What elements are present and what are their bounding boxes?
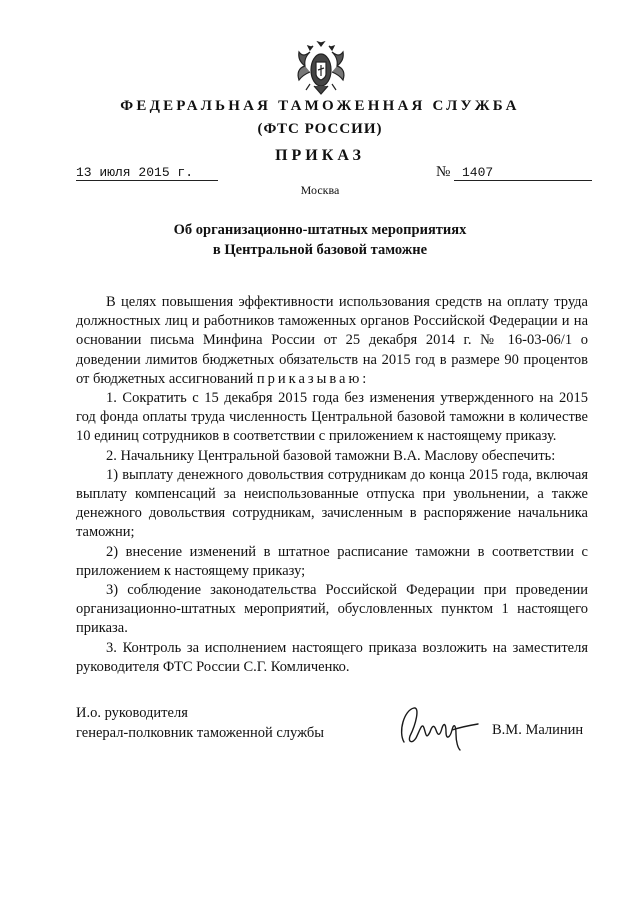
order-date: 13 июля 2015 г. bbox=[76, 166, 218, 181]
item-2-1: 1) выплату денежного довольствия сотрудникам до конца 2015 года, включая выплату компенсаций за неиспользованные отпуска при увольнении, а также денежного довольствия сотрудникам, зачисленным в распоряжение начальника таможни; bbox=[76, 466, 588, 541]
item-3: 3. Контроль за исполнением настоящего приказа возложить на заместителя руководителя ФТС России С.Г. Комличенко. bbox=[76, 639, 588, 675]
subject-line-2: в Центральной базовой таможне bbox=[212, 242, 428, 258]
signatory-position-line-1: И.о. руководителя bbox=[76, 705, 188, 721]
document-type-title: ПРИКАЗ bbox=[275, 147, 365, 164]
item-2: 2. Начальнику Центральной базовой таможни В.А. Маслову обеспечить: bbox=[106, 447, 556, 464]
signatory-position-line-2: генерал-полковник таможенной службы bbox=[76, 725, 325, 741]
order-subject bbox=[0, 220, 640, 260]
order-word: приказываю: bbox=[256, 370, 370, 387]
issue-city: Москва bbox=[300, 183, 340, 197]
signatory-position bbox=[76, 703, 324, 743]
signatory-name: В.М. Малинин bbox=[492, 722, 584, 738]
agency-name: ФЕДЕРАЛЬНАЯ ТАМОЖЕННАЯ СЛУЖБА bbox=[120, 98, 520, 114]
subject-line-1: Об организационно-штатных мероприятиях bbox=[173, 222, 467, 238]
order-body bbox=[76, 293, 588, 677]
item-2-2: 2) внесение изменений в штатное расписание таможни в соответствии с приложением к настоящему приказу; bbox=[76, 543, 588, 579]
order-number: 1407 bbox=[454, 166, 592, 181]
preamble-paragraph bbox=[76, 293, 588, 389]
handwritten-signature bbox=[396, 702, 486, 752]
agency-short-name: (ФТС РОССИИ) bbox=[257, 121, 383, 137]
preamble-text: В целях повышения эффективности использования средств на оплату труда должностных лиц и работников таможенных органов Российской Федерации и на основании письма Минфина России от 25 декабря 2014 г. № 16-03-06/1 о доведении лимитов бюджетных обязательств на 2015 год в размере 90 процентов от бюджетных ассигнований bbox=[76, 294, 588, 387]
number-sign: № bbox=[436, 164, 451, 180]
item-1: 1. Сократить с 15 декабря 2015 года без изменения утвержденного на 2015 год фонда оплаты труда численность Центральной базовой таможни в количестве 10 единиц сотрудников в соответствии с приложением к настоящему приказу. bbox=[76, 390, 588, 445]
coat-of-arms-emblem bbox=[296, 40, 346, 96]
item-2-3: 3) соблюдение законодательства Российской Федерации при проведении организационно-штатных мероприятий, обусловленных пунктом 1 настоящего приказа. bbox=[76, 582, 588, 637]
